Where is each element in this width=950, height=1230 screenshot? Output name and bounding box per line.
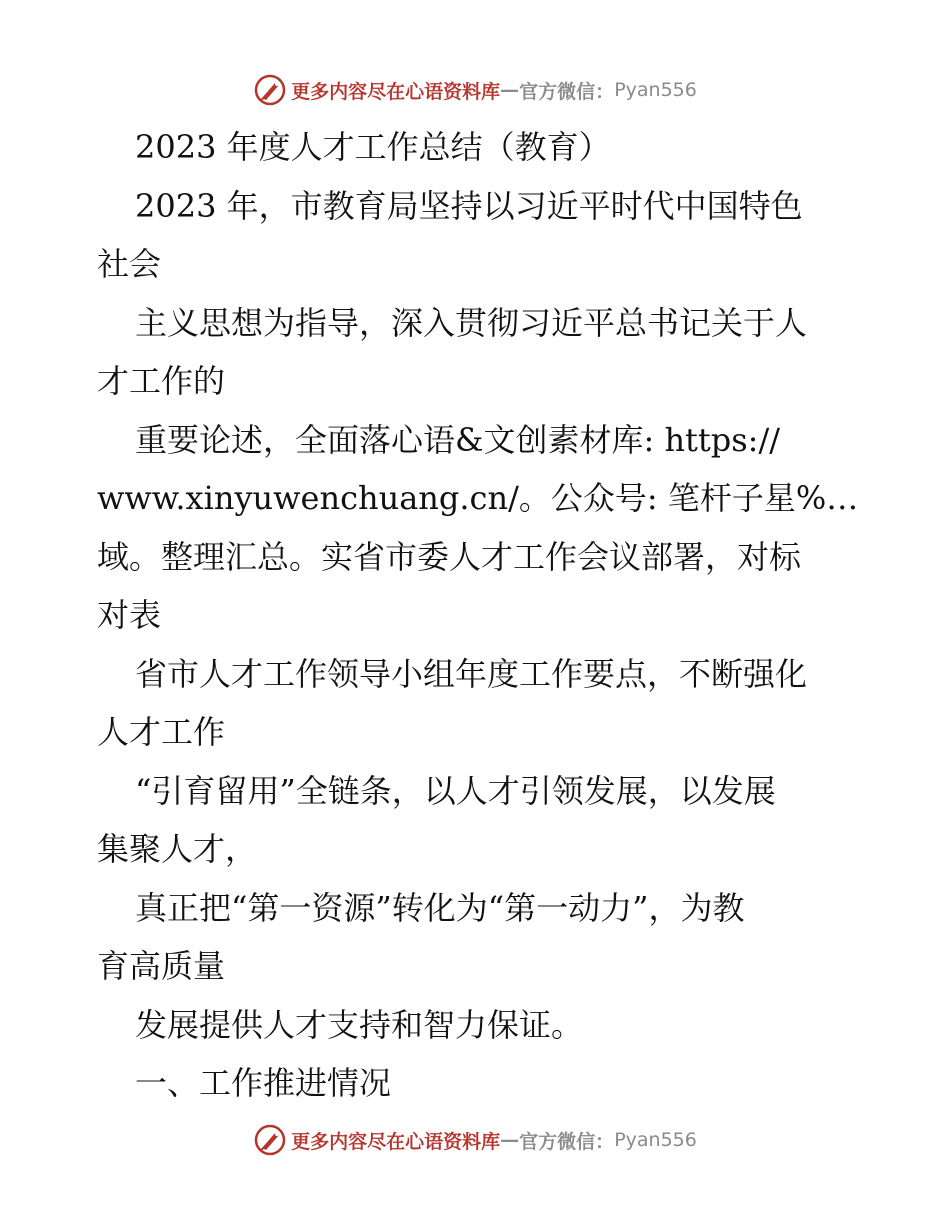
- watermark-dash: —: [500, 79, 520, 101]
- watermark-wechat-label: 官方微信：: [519, 80, 615, 103]
- text-line: 真正把“第一资源”转化为“第一动力”，为教: [135, 888, 745, 927]
- watermark-library-text: 更多内容尽在心语资料库: [291, 80, 501, 103]
- text-line: 集聚人才，: [97, 830, 258, 868]
- text-line: 2023 年度人才工作总结（教育）: [135, 128, 611, 166]
- footer-watermark: [0, 1120, 950, 1160]
- text-line: 主义思想为指导，深入贯彻习近平总书记关于人: [135, 303, 808, 342]
- text-line: 育高质量: [97, 947, 226, 985]
- text-line: 才工作的: [97, 362, 226, 400]
- quill-logo-icon: [253, 1123, 287, 1157]
- quill-logo-icon: [253, 73, 287, 107]
- watermark-dash: —: [500, 1129, 520, 1151]
- text-line: 发展提供人才支持和智力保证。: [135, 1005, 584, 1044]
- text-line: 域。整理汇总。实省市委人才工作会议部署，对标: [97, 537, 802, 576]
- text-line: 社会: [97, 245, 162, 283]
- text-line: www.xinyuwenchuang.cn/。公众号: 笔杆子星%…: [97, 479, 859, 517]
- watermark-library-text: 更多内容尽在心语资料库: [291, 1130, 501, 1153]
- header-watermark: [0, 70, 950, 110]
- text-line: “引育留用”全链条，以人才引领发展，以发展: [135, 771, 776, 810]
- text-line: 人才工作: [97, 713, 226, 751]
- text-line: 一、工作推进情况: [135, 1064, 392, 1102]
- text-line: 2023 年，市教育局坚持以习近平时代中国特色: [135, 186, 803, 225]
- text-line: 对表: [97, 596, 162, 634]
- watermark-wechat-id: Pyan556: [614, 79, 697, 101]
- text-line: 省市人才工作领导小组年度工作要点，不断强化: [135, 654, 808, 693]
- watermark-wechat-label: 官方微信：: [519, 1130, 615, 1153]
- text-line: 重要论述，全面落心语&文创素材库: https://: [135, 420, 781, 459]
- watermark-wechat-id: Pyan556: [614, 1129, 697, 1151]
- document-body: [97, 118, 867, 1113]
